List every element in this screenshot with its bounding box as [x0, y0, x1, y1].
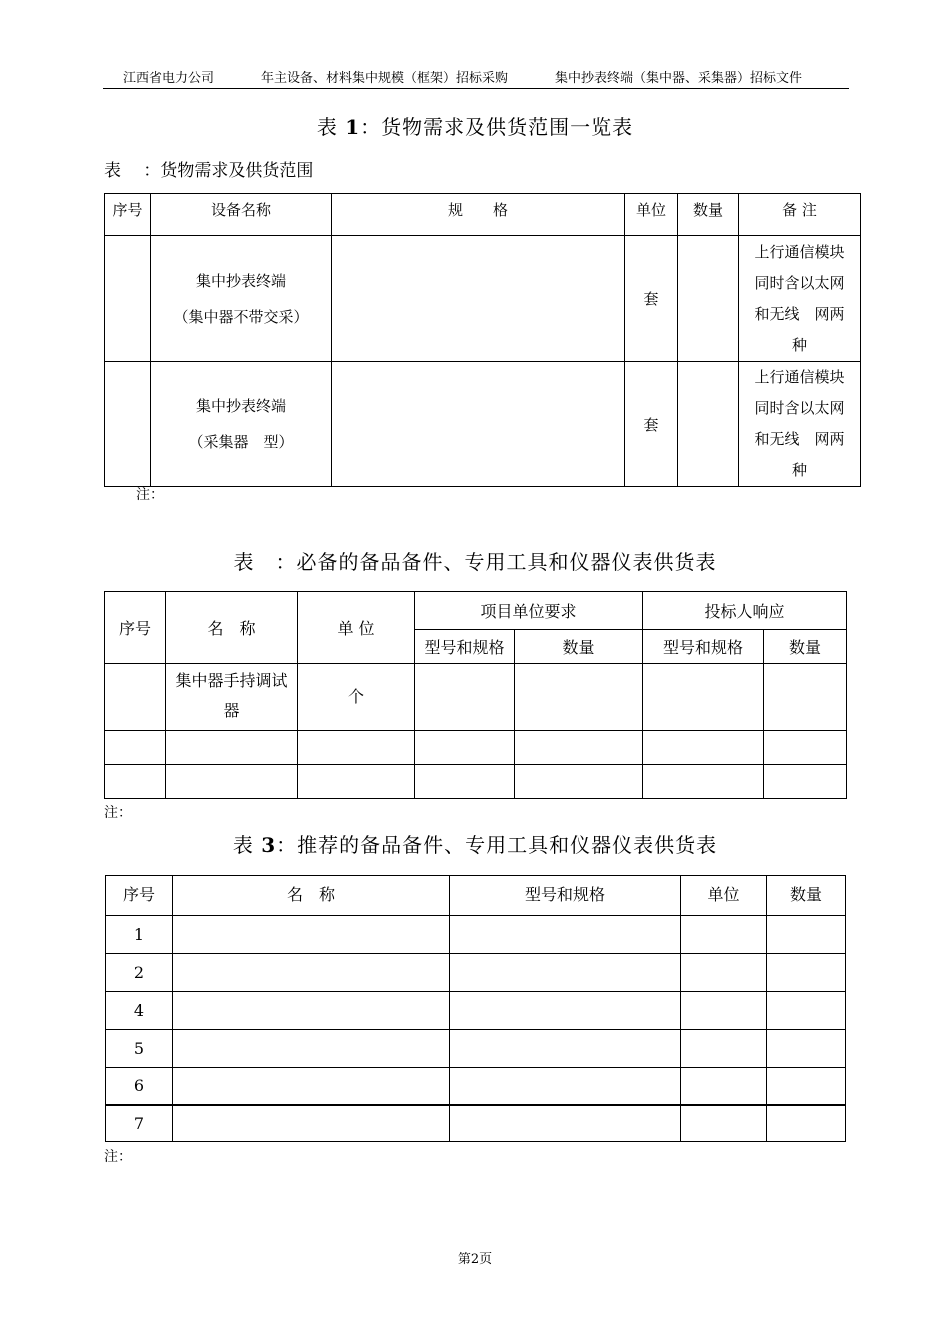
col-name: 名 称 — [166, 592, 298, 664]
table-row: 7 — [106, 1105, 846, 1142]
col-unit: 单位 — [681, 876, 767, 916]
table-row — [105, 664, 847, 731]
table-row — [105, 236, 861, 362]
page-number: 第2页 — [457, 1252, 493, 1267]
table1-header-row — [105, 194, 861, 236]
table3-header-row — [106, 876, 846, 916]
col-group-response: 投标人响应 — [643, 592, 847, 630]
table1-subcaption: 表 ：货物需求及供货范围 — [104, 161, 314, 181]
col-name: 名 称 — [173, 876, 450, 916]
device-name: 集中抄表终端 （集中器不带交采） — [151, 236, 332, 362]
header-project: 年主设备、材料集中规模（框架）招标采购 — [261, 71, 509, 86]
col-qty: 数量 — [678, 194, 739, 236]
unit-cell: 个 — [298, 664, 415, 731]
table-row: 6 — [106, 1068, 846, 1105]
col-qty-response: 数量 — [764, 630, 847, 664]
col-group-requirement: 项目单位要求 — [415, 592, 643, 630]
col-seq: 序号 — [105, 194, 151, 236]
item-name: 集中器手持调试 器 — [166, 664, 298, 731]
unit-cell: 套 — [625, 236, 678, 362]
table2-title: 表 ：必备的备品备件、专用工具和仪器仪表供货表 — [233, 550, 717, 574]
table-row: 2 — [106, 954, 846, 992]
col-model-response: 型号和规格 — [643, 630, 764, 664]
table-row: 5 — [106, 1030, 846, 1068]
col-seq: 序号 — [105, 592, 166, 664]
page-header — [103, 70, 849, 89]
col-spec: 规 格 — [332, 194, 625, 236]
col-model: 型号和规格 — [415, 630, 515, 664]
table-row — [105, 765, 847, 799]
required-spares-table — [104, 591, 847, 799]
col-name: 设备名称 — [151, 194, 332, 236]
table-row: 1 — [106, 916, 846, 954]
recommended-spares-table — [105, 875, 846, 1142]
remark-cell: 上行通信模块 同时含以太网 和无线 网两 种 — [739, 236, 861, 362]
table2-note: 注： — [104, 805, 132, 821]
header-company: 江西省电力公司 — [123, 71, 215, 86]
device-name: 集中抄表终端 （采集器 型） — [151, 362, 332, 487]
col-unit: 单 位 — [298, 592, 415, 664]
col-qty: 数量 — [515, 630, 643, 664]
unit-cell: 套 — [625, 362, 678, 487]
col-seq: 序号 — [106, 876, 173, 916]
table3-note: 注： — [104, 1149, 132, 1165]
col-unit: 单位 — [625, 194, 678, 236]
table1-title: 表 1：货物需求及供货范围一览表 — [316, 115, 634, 139]
goods-scope-table — [104, 193, 861, 487]
table-row — [105, 731, 847, 765]
table-row: 4 — [106, 992, 846, 1030]
table2-header-row — [105, 592, 847, 630]
col-qty: 数量 — [767, 876, 846, 916]
remark-cell: 上行通信模块 同时含以太网 和无线 网两 种 — [739, 362, 861, 487]
col-remark: 备 注 — [739, 194, 861, 236]
table3-title: 表 3：推荐的备品备件、专用工具和仪器仪表供货表 — [232, 833, 718, 857]
header-doc: 集中抄表终端（集中器、采集器）招标文件 — [555, 71, 803, 86]
col-model: 型号和规格 — [450, 876, 681, 916]
table-row — [105, 362, 861, 487]
table1-note: 注： — [136, 487, 164, 503]
